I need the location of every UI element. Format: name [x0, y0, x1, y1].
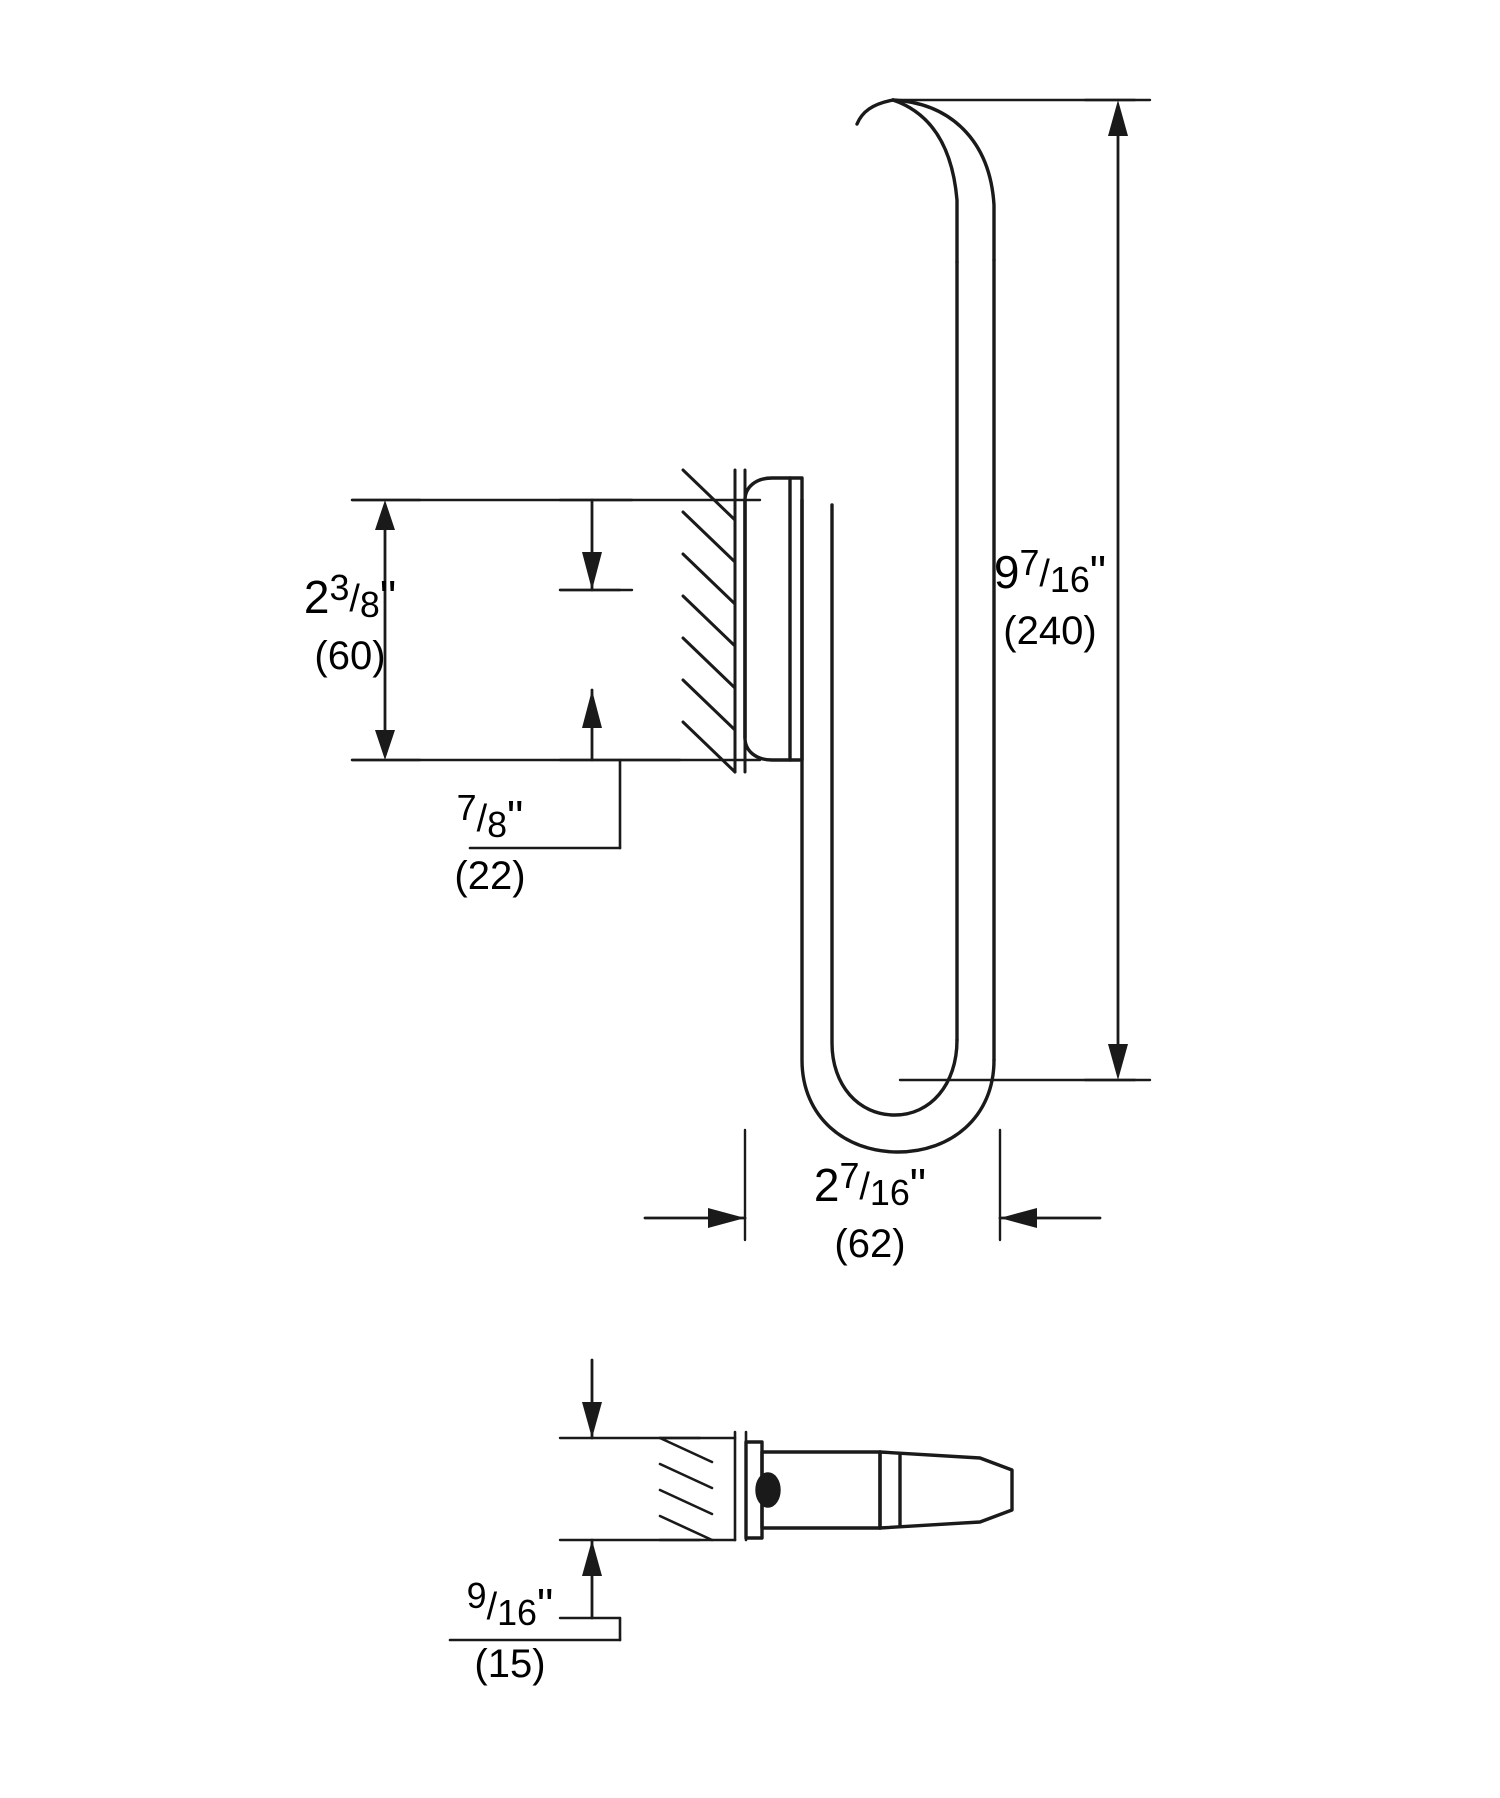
dim-inch-numerator: 3	[329, 567, 350, 608]
dim-inch-whole: 2	[303, 571, 330, 623]
plan-wall-hatching	[660, 1432, 746, 1540]
plan-view-body	[660, 1432, 1012, 1540]
wall-hatching	[683, 470, 745, 772]
dim-mm-value: (15)	[474, 1642, 546, 1686]
dim-inch-whole: 9	[993, 546, 1020, 598]
dim-label-overall-depth: 27/16" (62)	[720, 1158, 1020, 1267]
dim-mm-value: (62)	[834, 1222, 906, 1266]
dim-inch-denominator: 16	[1049, 559, 1090, 600]
dim-inch-mark: "	[909, 1159, 927, 1211]
dim-inch-whole: 2	[813, 1159, 840, 1211]
dim-inch-denominator: 8	[359, 584, 380, 625]
dim-inch-numerator: 7	[1019, 542, 1040, 583]
dim-mm-value: (22)	[454, 854, 526, 898]
dim-inch-mark: "	[379, 571, 397, 623]
dim-inch-numerator: 9	[466, 1575, 487, 1616]
dim-label-plan-width: 9/16" (15)	[380, 1578, 640, 1687]
dim-inch-denominator: 16	[869, 1172, 910, 1213]
hook-tip	[857, 100, 893, 124]
dim-label-overall-height: 97/16" (240)	[890, 545, 1210, 654]
dim-inch-mark: "	[536, 1579, 554, 1631]
dim-line-mount-offset	[560, 500, 632, 760]
dim-inch-mark: "	[507, 791, 524, 843]
dim-label-bracket-height: 23/8" (60)	[200, 570, 500, 679]
dim-inch-numerator: 7	[456, 787, 477, 828]
dim-inch-denominator: 8	[487, 804, 508, 845]
wall-plate	[745, 478, 802, 760]
dim-mm-value: (60)	[314, 634, 386, 678]
dim-inch-mark: "	[1089, 546, 1107, 598]
dim-inch-denominator: 16	[497, 1592, 537, 1633]
dim-mm-value: (240)	[1003, 609, 1097, 653]
dim-label-mount-offset: 7/8" (22)	[350, 790, 630, 899]
dim-inch-numerator: 7	[839, 1155, 860, 1196]
